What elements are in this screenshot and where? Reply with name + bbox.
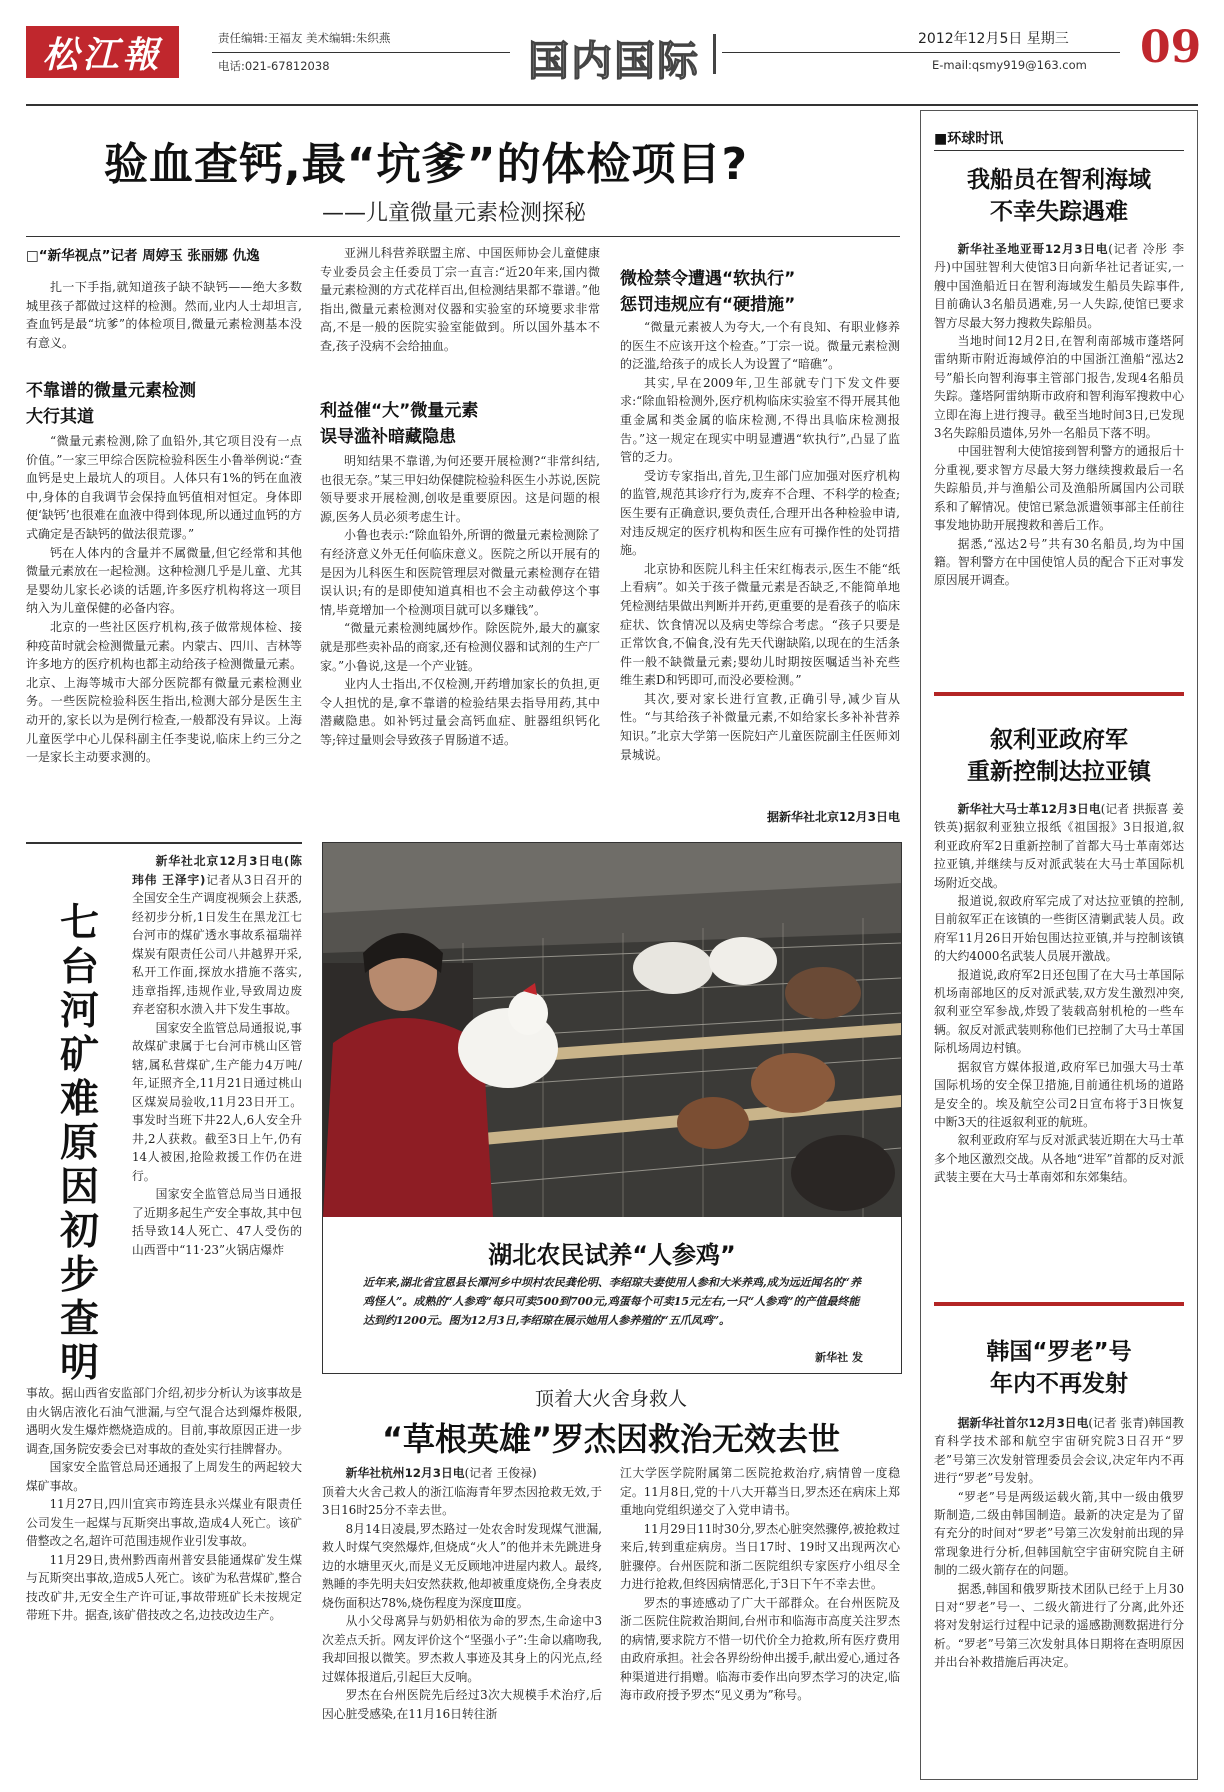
hero-paragraph: 罗杰的事迹感动了广大干部群众。在台州医院及浙二医院住院救治期间,台州市和临海市高度关注罗杰的病情,要求院方不惜一切代价全力抢救,所有医疗费用由政府承担。社会各界纷纷伸出援手,献出爱心,通过各种渠道进行捐赠。临海市委作出向罗杰学习的决定,临海市政府授予罗杰“见义勇为”称号。 <box>620 1595 900 1702</box>
masthead-rule-left <box>212 52 510 53</box>
mine-paragraph: 11月27日,四川宜宾市筠连县永兴煤业有限责任公司发生一起煤与瓦斯突出事故,造成4人死亡。该矿借整改之名,超许可范围违规作业引发事故。 <box>26 1497 302 1548</box>
hero-paragraph: 从小父母离异与奶奶相依为命的罗杰,生命途中3次差点夭折。网友评价这个“坚强小子”:生命以痛吻我,我却回报以微笑。罗杰救人事迹及其身上的闪光点,经过媒体报道后,引起巨大反响。 <box>322 1614 602 1684</box>
lead-paragraph: 其次,要对家长进行宣教,正确引导,减少盲从性。“与其给孩子补微量元素,不如给家长多补补营养知识。”北京大学第一医院妇产儿童医院副主任医师刘景城说。 <box>620 691 900 762</box>
sidebar-paragraph: 中国驻智利大使馆接到智利警方的通报后十分重视,要求智方尽最大努力继续搜救最后一名失踪船员,并与渔船公司及渔船所属国内公司联系和了解情况。使馆已紧急派遣领事部主任前往事发地协助开展搜救和善后工作。 <box>934 444 1184 533</box>
hero-intro <box>322 1464 602 1483</box>
issue-date: 2012年12月5日 星期三 <box>918 31 1069 47</box>
hero-paragraph: 罗杰在台州医院先后经过3次大规模手术治疗,后因心脏受感染,在11月16日转往浙 <box>322 1688 602 1721</box>
mine-wide-column <box>26 1384 302 1625</box>
lead-subhead: ——儿童微量元素检测探秘 <box>322 201 587 226</box>
contact-email: E-mail:qsmy919@163.com <box>932 58 1087 72</box>
lead-col1-top <box>26 278 302 352</box>
mine-paragraph: 事故。据山西省安监部门介绍,初步分析认为该事故是由火锅店液化石油气泄漏,与空气混合达到爆炸极限,遇明火发生爆炸燃烧造成的。目前,事故原因正进一步调查,国务院安委会已对事故的查处实行挂牌督办。 <box>26 1386 302 1456</box>
lead-subhead-1: 不靠谱的微量元素检测 大行其道 <box>26 381 196 427</box>
lead-byline: □“新华视点”记者 周婷玉 张丽娜 仇逸 <box>26 248 260 264</box>
sidebar-paragraph: 据悉,韩国和俄罗斯技术团队已经于上月30日对“罗老”号一、二级火箭进行了分离,此外还将对发射运行过程中记录的遥感勘测数据进行分析。“罗老”号第三次发射具体日期将在查明原因并出台补救措施后再决定。 <box>934 1581 1184 1670</box>
mine-paragraph: 11月29日,贵州黔西南州普安县能通煤矿发生煤与瓦斯突出事故,造成5人死亡。该矿为私营煤矿,整合技改矿井,无安全生产许可证,事故带班矿长未按规定带班下井。据查,该矿借技改之名,边技改边生产。 <box>26 1552 302 1622</box>
lead-col3-body <box>620 318 900 764</box>
phone-line: 电话:021-67812038 <box>218 59 330 73</box>
sidebar-label: ■环球时讯 <box>934 131 1004 147</box>
photo-frame <box>322 842 902 1374</box>
section-title: 国内国际 <box>528 37 700 85</box>
sidebar-story1-headline: 我船员在智利海域 不幸失踪遇难 <box>967 167 1151 225</box>
hero-dateline: 新华社杭州12月3日电 <box>345 1466 465 1480</box>
lead-col2-top <box>320 244 600 356</box>
sidebar-paragraph: 据悉,“泓达2号”共有30名船员,均为中国籍。智利警方在中国使馆人员的配合下正对事发原因展开调查。 <box>934 536 1184 588</box>
sidebar-paragraph: 报道说,政府军2日还包围了在大马士革国际机场南部地区的反对派武装,双方发生激烈冲突,叙利亚空军参战,炸毁了装载高射机枪的一些车辆。叙反对派武装则称他们已控制了大马士革国际机场周边村镇。 <box>934 967 1184 1056</box>
sidebar-story1-intro <box>934 240 1184 332</box>
lead-subhead-2: 利益催“大”微量元素 误导滥补暗藏隐患 <box>320 401 479 447</box>
hero-paragraph: 江大学医学院附属第二医院抢救治疗,病情曾一度稳定。11月8日,党的十八大开幕当日,罗杰还在病床上郑重地向党组织递交了入党申请书。 <box>620 1466 900 1517</box>
sidebar-story2-body <box>934 800 1184 1187</box>
sidebar-divider-1 <box>934 692 1184 696</box>
sidebar-story2-reporters: (记者 拱振喜 姜铁英) <box>934 802 1184 835</box>
photo-title: 湖北农民试养“人参鸡” <box>488 1241 736 1269</box>
sidebar-paragraph: 叙利亚政府军与反对派武装近期在大马士革多个地区激烈交战。从各地“进军”首都的反对派武装主要在大马士革南郊和东郊集结。 <box>934 1133 1184 1185</box>
lead-paragraph: 北京协和医院儿科主任宋红梅表示,医生不能“纸上看病”。如关于孩子微量元素是否缺乏,不能简单地凭检测结果做出判断并开药,更重要的是看孩子的临床症状、饮食情况以及病史等综合考虑。“孩子只要是正常饮食,不偏食,没有先天代谢缺陷,以现在的生活条件一般不缺微量元素;婴幼儿时期按医嘱适当补充些维生素D和钙即可,而没必要检测。” <box>620 561 900 688</box>
sidebar-story3-body <box>934 1414 1184 1672</box>
sidebar-story2-intro <box>934 800 1184 892</box>
hero-headline: “草根英雄”罗杰因救治无效去世 <box>381 1420 841 1458</box>
lead-paragraph: 钙在人体内的含量并不属微量,但它经常和其他微量元素放在一起检测。这种检测几乎是儿童、尤其是婴幼儿家长必谈的话题,许多医疗机构将这一项目纳入为儿童保健的必备内容。 <box>26 545 303 616</box>
hero-paragraph: 11月29日11时30分,罗杰心脏突然骤停,被抢救过来后,转到重症病房。当日17时、19时又出现两次心脏骤停。台州医院和浙二医院组织专家医疗小组尽全力进行抢救,但终因病情恶化,于3日下午不幸去世。 <box>620 1521 900 1591</box>
mine-intro <box>132 852 302 1019</box>
mine-reporters: (陈玮伟 王泽宇) <box>132 854 302 887</box>
sidebar-divider-2 <box>934 1302 1184 1306</box>
masthead-logo: 松江報 <box>26 26 179 78</box>
mine-paragraph: 国家安全监管总局当日通报了近期多起生产安全事故,其中包括导致14人死亡、47人受伤的山西晋中“11·23”火锅店爆炸 <box>132 1187 302 1257</box>
lead-paragraph: 明知结果不靠谱,为何还要开展检测?“非常纠结,也很无奈。”某三甲妇幼保健院检验科医生小苏说,医院领导要求开展检测,创收是重要原因。这是问题的根源,医务人员必须考虑生计。 <box>320 454 600 524</box>
lead-paragraph: 其实,早在2009年,卫生部就专门下发文件要求:“除血铅检测外,医疗机构临床实验室不得开展其他重金属和类金属的临床检测,不得出具临床检测报告。”这一规定在现实中明显遭遇“软执行”,凸显了监管的乏力。 <box>620 375 900 465</box>
sidebar-story2-lead: 据叙利亚独立报纸《祖国报》3日报道,叙利亚政府军2日重新控制了首都大马士革南郊达拉亚镇,并继续与反对派武装在大马士革国际机场附近交战。 <box>934 820 1184 890</box>
photo-caption: 近年来,湖北省宜恩县长潭河乡中坝村农民龚伦明、李绍琼夫妻使用人参和大米养鸡,成为远近闻名的“养鸡怪人”。成熟的“人参鸡”每只可卖500到700元,鸡蛋每个可卖15元左右,一只“人参鸡”的产值最终能达到约1200元。图为12月3日,李绍琼在展示她用人参养殖的“五爪凤鸡”。 <box>363 1276 861 1327</box>
lead-col2-body <box>320 452 600 750</box>
mine-dateline: 新华社北京12月3日电 <box>155 854 284 868</box>
sidebar-story3-headline: 韩国“罗老”号 年内不再发射 <box>986 1339 1132 1397</box>
sidebar-story3-intro <box>934 1414 1184 1488</box>
editors-line: 责任编辑:王福友 美术编辑:朱织燕 <box>218 31 391 45</box>
hero-col1 <box>322 1464 602 1723</box>
lead-paragraph: “微量元素检测,除了血铅外,其它项目没有一点价值。”一家三甲综合医院检验科医生小鲁举例说:“查血钙是史上最坑人的项目。人体只有1%的钙在血液中,身体的自我调节会保持血钙值相对恒定。身体即便‘缺钙’也很难在血液中得到体现,所以通过血钙的方式确定是否缺钙的做法很荒谬。” <box>26 434 302 541</box>
hero-kicker: 顶着大火舍身救人 <box>534 1388 687 1410</box>
lead-paragraph: 亚洲儿科营养联盟主席、中国医师协会儿童健康专业委员会主任委员丁宗一直言:“近20年来,国内微量元素检测的方式花样百出,但检测结果都不靠谱。”他指出,微量元素检测对仪器和实验室的环境要求非常高,不是一般的医院实验室能做到。所以国外基本不查,孩子没病不会给抽血。 <box>320 246 600 353</box>
sidebar-paragraph: 当地时间12月2日,在智利南部城市蓬塔阿雷纳斯市附近海域停泊的中国浙江渔船“泓达2号”船长向智利海事主管部门报告,发现4名船员失踪。蓬塔阿雷纳斯市政府和智利海军搜救中心立即在海上进行搜寻。截至当地时间3日,已发现3名失踪船员遗体,另外一名船员下落不明。 <box>934 334 1184 441</box>
lead-col1-body <box>26 432 302 767</box>
sidebar-story1-reporters: (记者 冷彤 李丹) <box>934 242 1184 275</box>
lead-paragraph: 受访专家指出,首先,卫生部门应加强对医疗机构的监管,规范其诊疗行为,废弃不合理、不科学的检查;医生要有正确意识,要负责任,合理开出各种检验申请,对违反规定的医疗机构和医生应有可操作性的处罚措施。 <box>620 468 900 558</box>
sidebar-paragraph: “罗老”号是两级运载火箭,其中一级由俄罗斯制造,二级由韩国制造。最新的决定是为了留有充分的时间对“罗老”号第三次发射前出现的异常现象进行分析,但韩国航空宇宙研究院自主研制的二级火箭存在的问题。 <box>934 1489 1184 1578</box>
lead-source: 据新华社北京12月3日电 <box>766 810 900 824</box>
hero-paragraph: 8月14日凌晨,罗杰路过一处农舍时发现煤气泄漏,救人时煤气突然爆炸,但烧成“火人”的他并未先跳进身边的水塘里灭火,而是义无反顾地冲进屋内救人。最终,熟睡的李先明夫妇安然获救,他却被重度烧伤,全身表皮烧伤面积达78%,烧伤程度为深度Ⅲ度。 <box>322 1521 602 1610</box>
mine-intro-text: 记者从3日召开的全国安全生产调度视频会上获悉,经初步分析,1日发生在黑龙江七台河市的煤矿透水事故系福瑞祥煤炭有限责任公司八井越界开采,私开工作面,探放水措施不落实,违章指挥,违规作业,导致周边废弃老窑积水溃入井下发生事故。 <box>132 872 303 1016</box>
mine-headline: 七台河矿难原因初步查明 <box>60 901 100 1386</box>
lead-paragraph: 小鲁也表示:“除血铅外,所谓的微量元素检测除了有经济意义外无任何临床意义。医院之所以开展有的是因为儿科医生和医院管理层对微量元素检测存在错误认识;有的是即使知道真相也不会主动截停这个事情,毕竟增加一个检测项目就可以多赚钱”。 <box>320 528 600 617</box>
masthead-bottom-rule <box>26 104 1198 106</box>
sidebar-story2-dateline: 新华社大马士革12月3日电 <box>957 802 1101 816</box>
sidebar-paragraph: 据叙官方媒体报道,政府军已加强大马士革国际机场的安全保卫措施,目前通往机场的道路是安全的。埃及航空公司2日宣布将于3日恢复中断3天的往返叙利亚的航班。 <box>934 1059 1184 1129</box>
hero-col2 <box>620 1464 900 1705</box>
lead-paragraph: 北京的一些社区医疗机构,孩子做常规体检、接种疫苗时就会检测微量元素。内蒙古、四川、吉林等许多地方的医疗机构也都主动给孩子检测微量元素。北京、上海等城市大部分医院都有微量元素检测业务。一些医院检验科医生指出,检测大部分是医生主动开的,家长以为是例行检查,一般都没有异议。上海儿童医学中心儿保科副主任李斐说,临床上约三分之一是家长主动要求测的。 <box>26 619 303 765</box>
mine-narrow-column <box>132 852 302 1259</box>
lead-intro: 扎一下手指,就知道孩子缺不缺钙——绝大多数城里孩子都做过这样的检测。然而,业内人士却坦言,查血钙是最“坑爹”的体检项目,微量元素检测基本没有意义。 <box>26 280 302 350</box>
sidebar-story1-lead: 中国驻智利大使馆3日向新华社记者证实,一艘中国渔船近日在智利海域发生船员失踪事件,目前确认3名船员遇难,另一人失踪,使馆已要求智方尽最大努力搜救失踪船员。 <box>934 260 1184 330</box>
section-bar <box>713 34 716 74</box>
sidebar-story3-reporters: (记者 张青) <box>1088 1416 1149 1430</box>
sidebar-label-rule <box>934 150 1184 151</box>
lead-headline: 验血查钙,最“坑爹”的体检项目? <box>104 139 749 190</box>
page-number: 09 <box>1140 22 1202 73</box>
masthead-rule-right <box>722 52 1120 53</box>
mine-paragraph: 国家安全监管总局还通报了上周发生的两起较大煤矿事故。 <box>26 1460 302 1493</box>
lead-byline-rule <box>26 236 900 237</box>
lead-paragraph: 业内人士指出,不仅检测,开药增加家长的负担,更令人担忧的是,拿不靠谱的检验结果去指导用药,其中潜藏隐患。如补钙过量会高钙血症、脏器组织钙化等;锌过量则会导致孩子胃肠道不适。 <box>320 677 600 747</box>
sidebar-story3-lead: 韩国教育科学技术部和航空宇宙研究院3日召开“罗老”号第三次发射管理委员会会议,决定年内不再进行“罗老”号发射。 <box>934 1416 1184 1486</box>
lead-subhead-3: 微检禁令遭遇“软执行” 惩罚违规应有“硬措施” <box>620 269 796 315</box>
lead-paragraph: “微量元素被人为夸大,一个有良知、有职业修养的医生不应该开这个检查。”丁宗一说。微量元素检测的泛滥,给孩子的成长人为设置了“暗礁”。 <box>620 320 900 372</box>
sidebar-story2-headline: 叙利亚政府军 重新控制达拉亚镇 <box>967 727 1151 785</box>
mine-box-rule <box>26 842 302 844</box>
sidebar-story1-body <box>934 240 1184 590</box>
hero-paragraph: 顶着大火舍己救人的浙江临海青年罗杰因抢救无效,于3日16时25分不幸去世。 <box>322 1484 602 1517</box>
mine-paragraph: 国家安全监管总局通报说,事故煤矿隶属于七台河市桃山区管辖,属私营煤矿,生产能力4万吨/年,证照齐全,11月21日通过桃山区煤炭局验收,11月23日开工。事发时当班下井22人,6人安全升井,2人获救。截至3日上午,仍有14人被困,抢险救援工作仍在进行。 <box>132 1020 302 1183</box>
hero-reporter: (记者 王俊禄) <box>464 1466 537 1480</box>
photo-credit: 新华社 发 <box>815 1351 863 1364</box>
sidebar-story1-dateline: 新华社圣地亚哥12月3日电 <box>957 242 1109 256</box>
sidebar-paragraph: 报道说,叙政府军完成了对达拉亚镇的控制,目前叙军正在该镇的一些街区清剿武装人员。政府军11月26日开始包围达拉亚镇,并与控制该镇的大约4000名武装人员展开激战。 <box>934 894 1184 964</box>
lead-paragraph: “微量元素检测纯属炒作。除医院外,最大的赢家就是那些卖补品的商家,还有检测仪器和试剂的生产厂家。”小鲁说,这是一个产业链。 <box>320 621 600 673</box>
sidebar-story3-dateline: 据新华社首尔12月3日电 <box>957 1416 1089 1430</box>
chicken-farm-photo <box>323 843 901 1217</box>
